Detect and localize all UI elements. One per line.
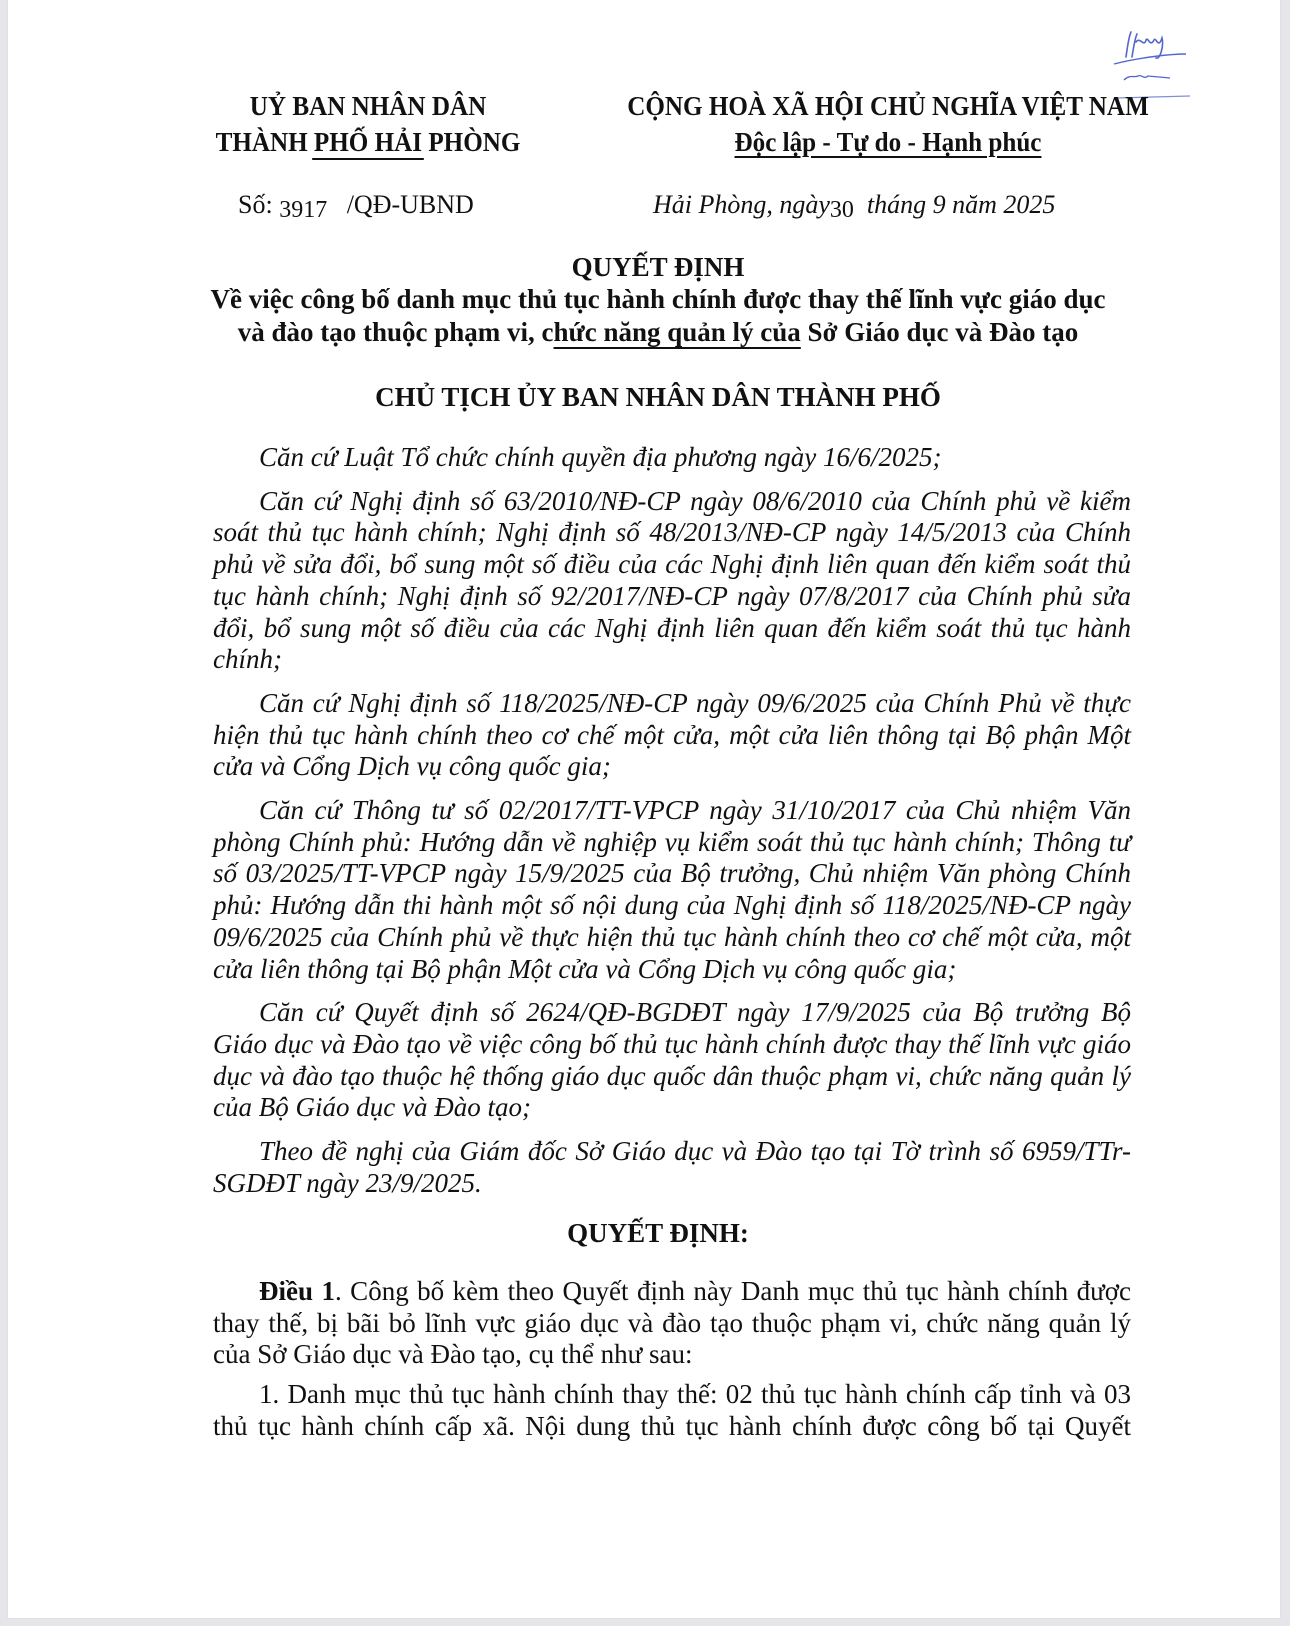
decision-heading: QUYẾT ĐỊNH: xyxy=(567,1218,749,1248)
decision-title: QUYẾT ĐỊNH xyxy=(571,252,745,282)
preamble-paragraph: Căn cứ Quyết định số 2624/QĐ-BGDĐT ngày 17/9/2025 của Bộ trưởng Bộ Giáo dục và Đào tạo về việc công bố thủ tục hành chính được thay thế lĩnh vực giáo dục và đào tạo thuộc hệ thống giáo dục quốc dân thuộc phạm vi, chức năng quản lý của Bộ Giáo dục và Đào tạo; xyxy=(213,997,1131,1123)
nation-line1: CỘNG HOÀ XÃ HỘI CHỦ NGHĨA VIỆT NAM xyxy=(627,91,1149,121)
date-suffix: tháng 9 năm 2025 xyxy=(853,190,1056,219)
date-prefix: Hải Phòng, ngày xyxy=(653,190,830,219)
preamble-paragraph: Căn cứ Thông tư số 02/2017/TT-VPCP ngày 31/10/2017 của Chủ nhiệm Văn phòng Chính phủ: Hướng dẫn về nghiệp vụ kiểm soát thủ tục hành chính; Thông tư số 03/2025/TT-VPCP ngày 15/9/2025 của Bộ trưởng, Chủ nhiệm Văn phòng Chính phủ: Hướng dẫn thi hành một số nội dung của Nghị định số 118/2025/NĐ-CP ngày 09/6/2025 của Chính phủ về thực hiện thủ tục hành chính theo cơ chế một cửa, một cửa liên thông tại Bộ phận Một cửa và Cổng Dịch vụ công quốc gia; xyxy=(213,795,1131,984)
nation-motto: Độc lập - Tự do - Hạnh phúc xyxy=(734,127,1042,157)
authority-heading: CHỦ TỊCH ỦY BAN NHÂN DÂN THÀNH PHỐ xyxy=(375,382,941,412)
preamble-paragraph: Căn cứ Nghị định số 63/2010/NĐ-CP ngày 08/6/2010 của Chính phủ về kiểm soát thủ tục hành chính; Nghị định số 48/2013/NĐ-CP ngày 14/5/2013 của Chính phủ về sửa đổi, bổ sung một số điều của các Nghị định liên quan đến kiểm soát thủ tục hành chính; Nghị định số 92/2017/NĐ-CP ngày 07/8/2017 của Chính phủ sửa đổi, bổ sung một số điều của các Nghị định liên quan đến kiểm soát thủ tục hành chính; xyxy=(213,485,1131,675)
subject-line2-underlined: hức năng quản lý của xyxy=(553,317,801,347)
nation-block xyxy=(600,88,1177,160)
doc-number-value: 3917 xyxy=(279,197,328,223)
decision-subject-line1: Về việc công bố danh mục thủ tục hành chính được thay thế lĩnh vực giáo dục xyxy=(210,284,1106,314)
preamble xyxy=(213,442,1131,1211)
preamble-paragraph: Căn cứ Nghị định số 118/2025/NĐ-CP ngày 09/6/2025 của Chính Phủ về thực hiện thủ tục hành chính theo cơ chế một cửa, một cửa liên thông tại Bộ phận Một cửa và Cổng Dịch vụ công quốc gia; xyxy=(213,687,1131,782)
document-date xyxy=(653,190,1056,223)
subject-line2-post: Sở Giáo dục và Đào tạo xyxy=(800,317,1079,347)
article-1-text: . Công bố kèm theo Quyết định này Danh mục thủ tục hành chính được thay thế, bị bãi bỏ lĩnh vực giáo dục và đào tạo thuộc phạm vi, chức năng quản lý của Sở Giáo dục và Đào tạo, cụ thể như sau: xyxy=(213,1276,1131,1370)
date-day: 30 xyxy=(829,197,854,223)
article-1 xyxy=(213,1276,1131,1451)
doc-number-prefix: Số: xyxy=(238,190,280,219)
issuer-line1: UỶ BAN NHÂN DÂN xyxy=(249,91,487,121)
preamble-paragraph: Theo đề nghị của Giám đốc Sở Giáo dục và Đào tạo tại Tờ trình số 6959/TTr-SGDĐT ngày 23/9/2025. xyxy=(213,1136,1131,1198)
preamble-paragraph: Căn cứ Luật Tổ chức chính quyền địa phương ngày 16/6/2025; xyxy=(259,442,942,472)
doc-number-suffix: /QĐ-UBND xyxy=(327,190,474,219)
issuer-block xyxy=(201,88,536,160)
document-page xyxy=(8,0,1280,1618)
subject-line2-pre: và đào tạo thuộc phạm vi, c xyxy=(237,317,554,347)
article-1-label: Điều 1 xyxy=(259,1276,335,1306)
article-1-paragraph xyxy=(213,1276,1131,1371)
article-1-item-1: 1. Danh mục thủ tục hành chính thay thế: 02 thủ tục hành chính cấp tỉnh và 03 thủ tục hành chính cấp xã. Nội dung thủ tục hành chính được công bố tại Quyết xyxy=(213,1379,1131,1441)
document-number xyxy=(238,190,474,223)
issuer-line2: THÀNH PHỐ HẢI PHÒNG xyxy=(215,127,521,157)
decision-subject-line2 xyxy=(178,315,1138,349)
